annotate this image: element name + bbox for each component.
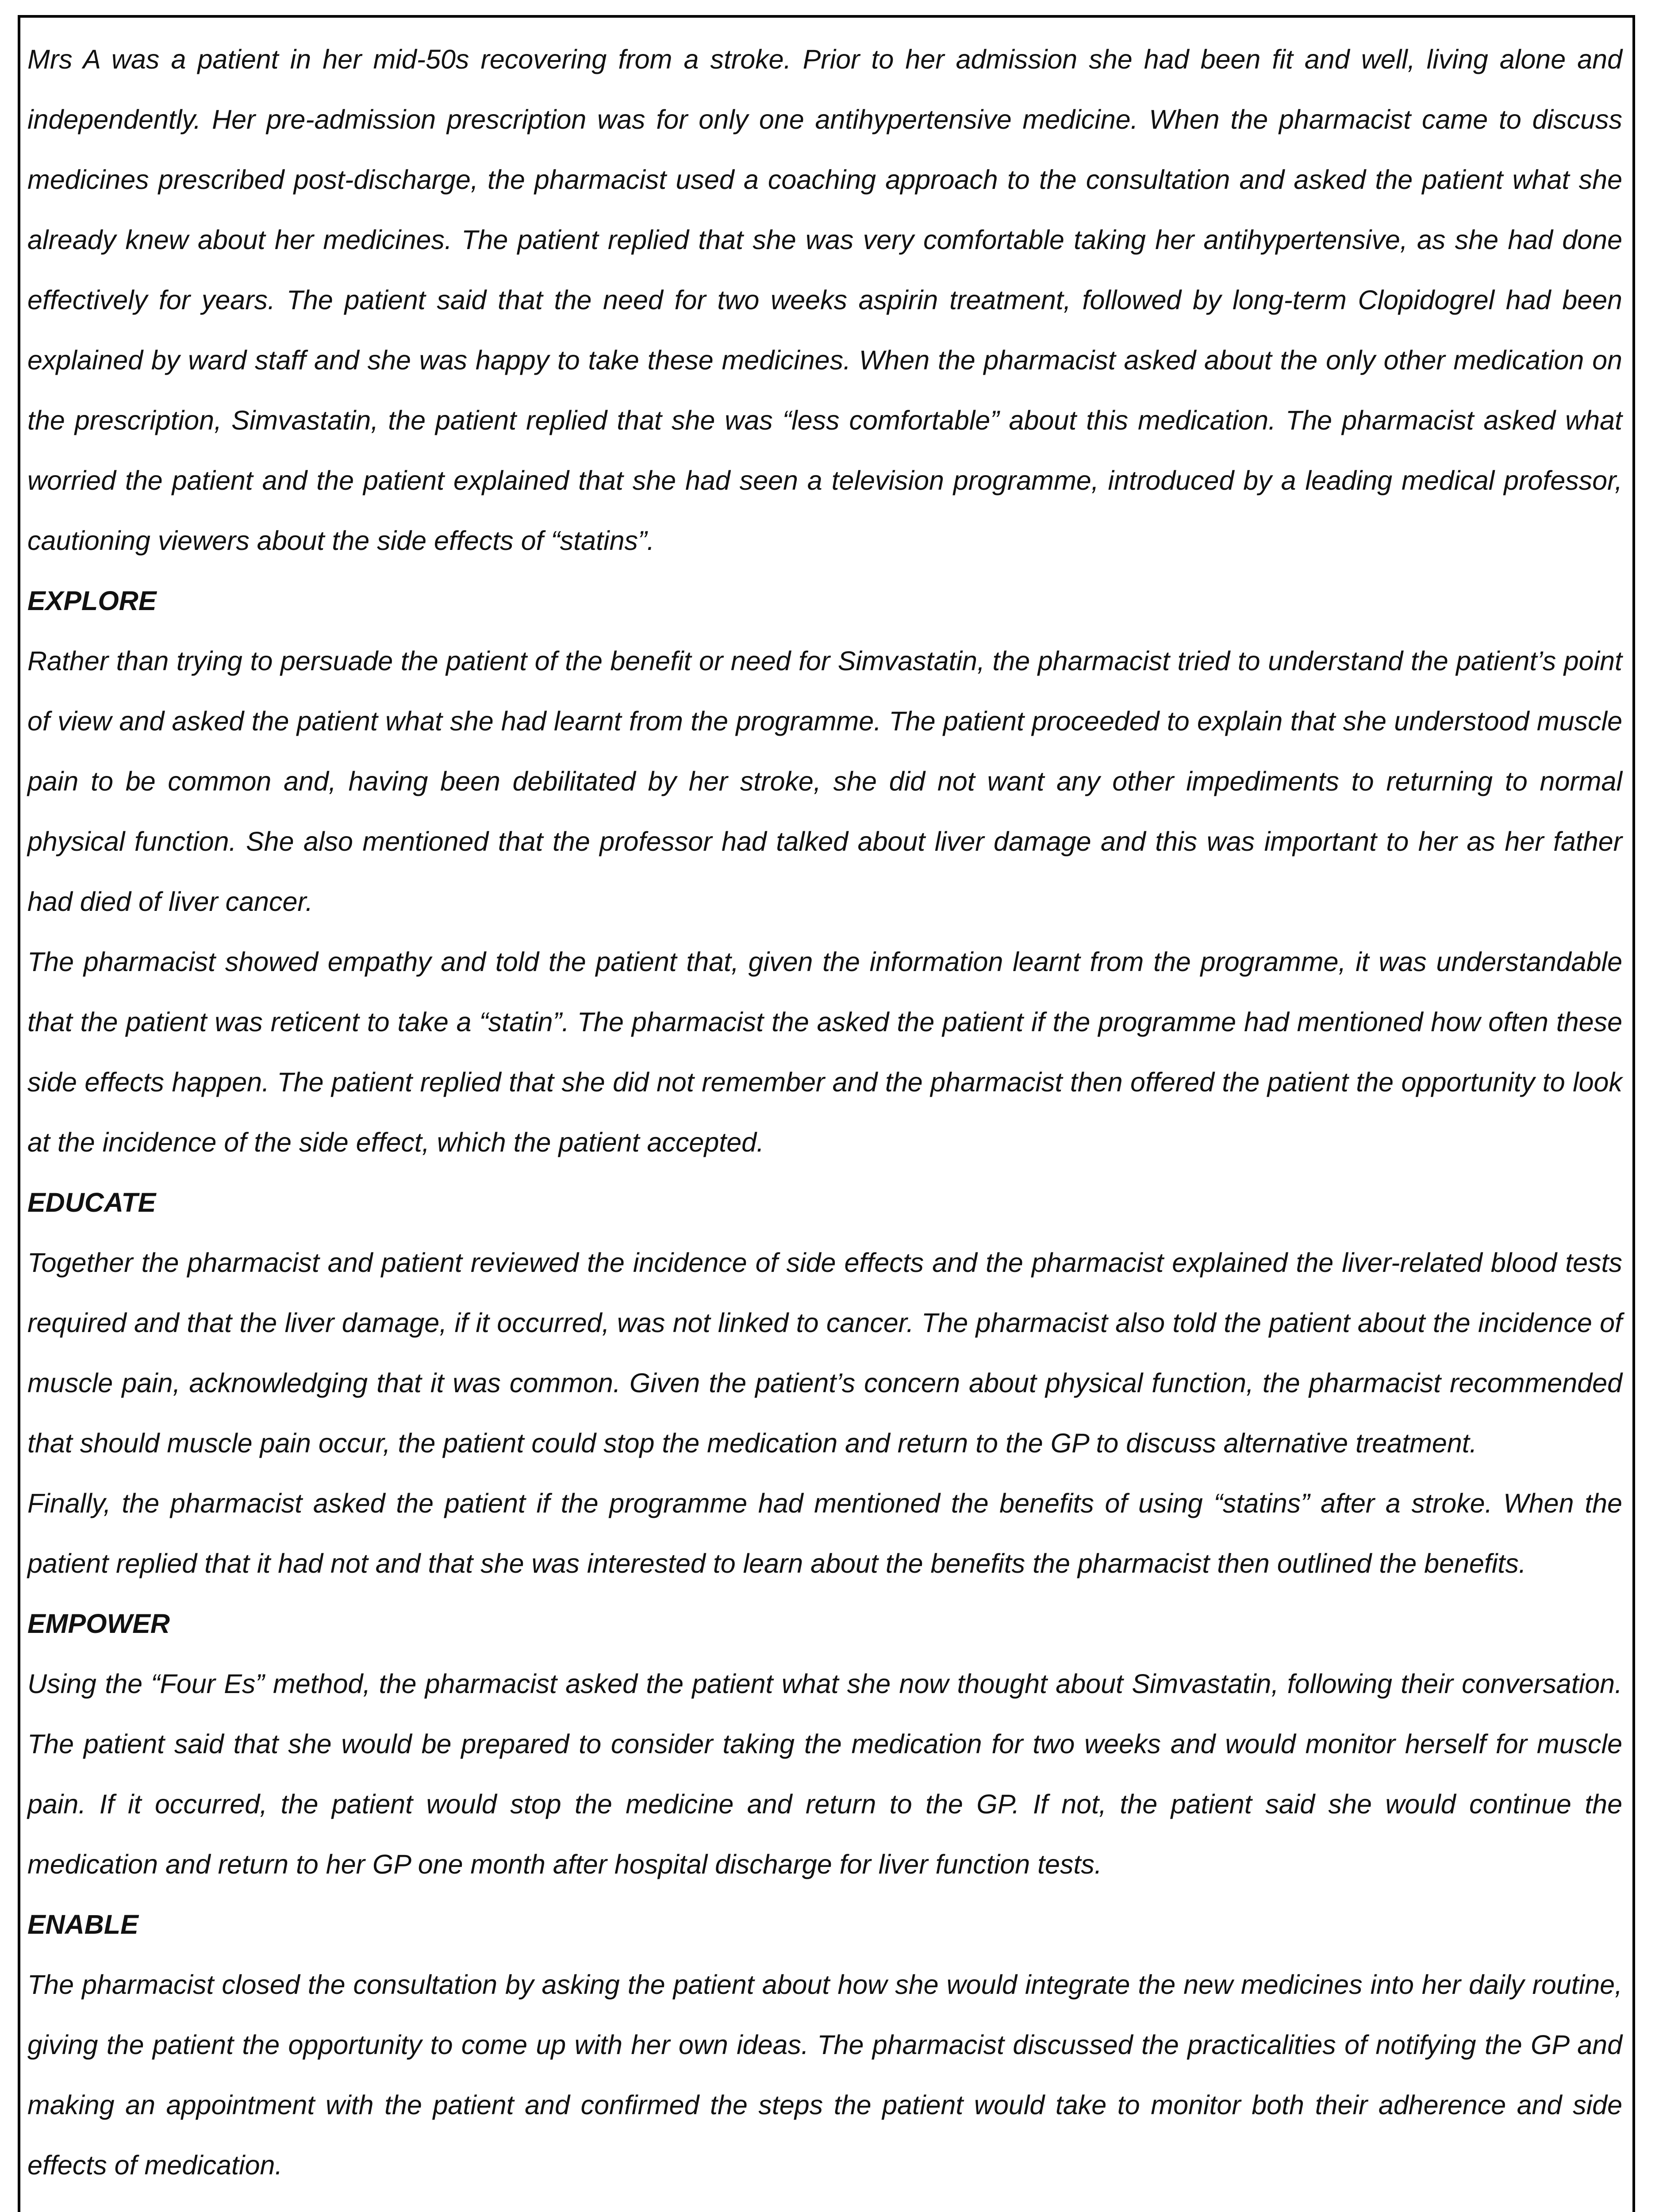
section-heading-educate: EDUCATE (27, 1187, 156, 1217)
section-heading-empower: EMPOWER (27, 1609, 170, 1639)
section-heading-enable: ENABLE (27, 1909, 138, 1939)
enable-paragraph-1: The pharmacist closed the consultation by asking the patient about how she would integrate the new medicines into her daily routine, giving the patient the opportunity to come up with her own ideas. The pharmacist discussed the practicalities of notifying the GP and making an appointment with the patient and confirmed the steps the patient would take to monitor both their adherence and side effects of medication. (27, 1970, 1622, 2180)
explore-paragraph-1: Rather than trying to persuade the patient of the benefit or need for Simvastatin, the pharmacist tried to understand the patient’s point of view and asked the patient what she had learnt from the programme. The patient proceeded to explain that she understood muscle pain to be common and, having been debilitated by her stroke, she did not want any other impediments to returning to normal physical function. She also mentioned that the professor had talked about liver damage and this was important to her as her father had died of liver cancer. (27, 646, 1622, 917)
educate-paragraph-1: Together the pharmacist and patient reviewed the incidence of side effects and the pharmacist explained the liver-related blood tests required and that the liver damage, if it occurred, was not linked to cancer. The pharmacist also told the patient about the incidence of muscle pain, acknowledging that it was common. Given the patient’s concern about physical function, the pharmacist recommended that should muscle pain occur, the patient could stop the medication and return to the GP to discuss alternative treatment. (27, 1248, 1622, 1458)
empower-paragraph-1: Using the “Four Es” method, the pharmacist asked the patient what she now thought about Simvastatin, following their conversation. The patient said that she would be prepared to consider taking the medication for two weeks and would monitor herself for muscle pain. If it occurred, the patient would stop the medicine and return to the GP. If not, the patient said she would continue the medication and return to her GP one month after hospital discharge for liver function tests. (27, 1669, 1622, 1879)
section-heading-explore: EXPLORE (27, 586, 157, 616)
educate-paragraph-2: Finally, the pharmacist asked the patient if the programme had mentioned the benefits of using “statins” after a stroke. When the patient replied that it had not and that she was interested to learn about the benefits the pharmacist then outlined the benefits. (27, 1488, 1622, 1578)
explore-paragraph-2: The pharmacist showed empathy and told the patient that, given the information learnt from the programme, it was understandable that the patient was reticent to take a “statin”. The pharmacist the asked the patient if the programme had mentioned how often these side effects happen. The patient replied that she did not remember and the pharmacist then offered the patient the opportunity to look at the incidence of the side effect, which the patient accepted. (27, 947, 1622, 1157)
case-study-text (27, 29, 1622, 2195)
intro-paragraph: Mrs A was a patient in her mid-50s recovering from a stroke. Prior to her admission she had been fit and well, living alone and independently. Her pre-admission prescription was for only one antihypertensive medicine. When the pharmacist came to discuss medicines prescribed post-discharge, the pharmacist used a coaching approach to the consultation and asked the patient what she already knew about her medicines. The patient replied that she was very comfortable taking her antihypertensive, as she had done effectively for years. The patient said that the need for two weeks aspirin treatment, followed by long-term Clopidogrel had been explained by ward staff and she was happy to take these medicines. When the pharmacist asked about the only other medication on the prescription, Simvastatin, the patient replied that she was “less comfortable” about this medication. The pharmacist asked what worried the patient and the patient explained that she had seen a television programme, introduced by a leading medical professor, cautioning viewers about the side effects of “statins”. (27, 44, 1622, 556)
